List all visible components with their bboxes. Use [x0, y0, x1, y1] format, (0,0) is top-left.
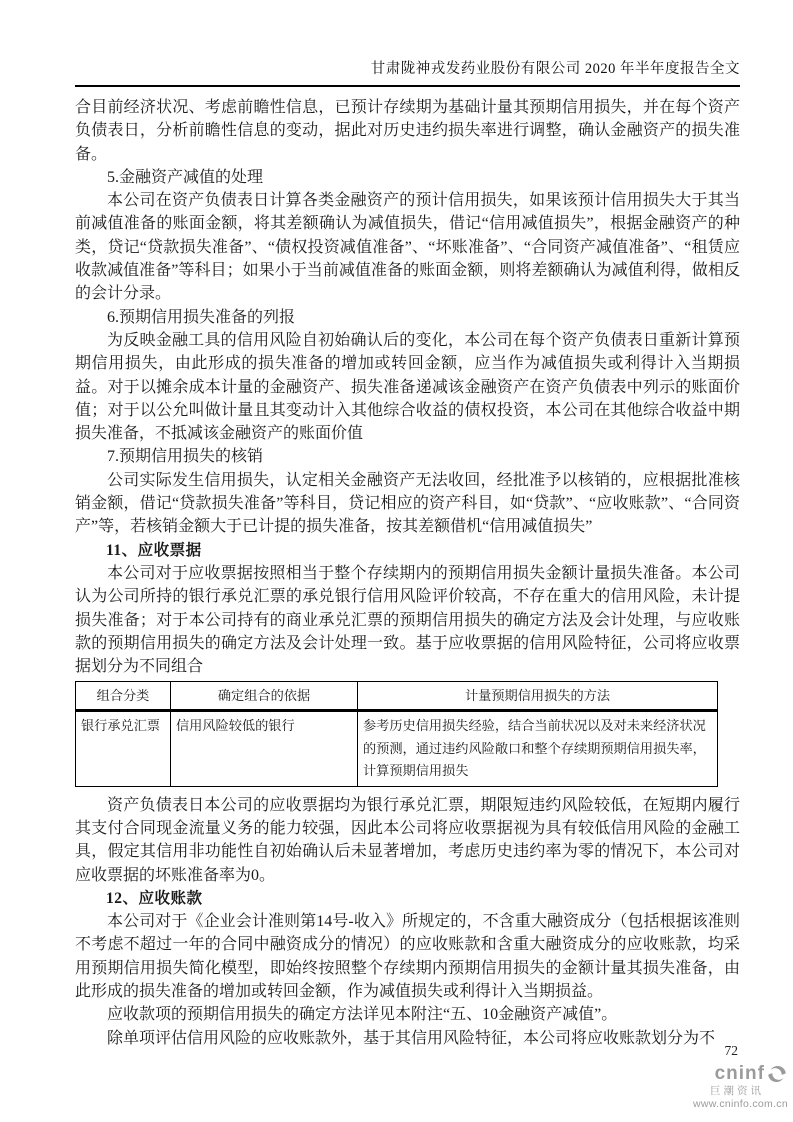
- ecl-combination-table: [75, 681, 718, 786]
- table-cell-basis: 信用风险较低的银行: [171, 711, 358, 786]
- table-header-row: [76, 682, 718, 711]
- paragraph-7: 公司实际发生信用损失，认定相关金融资产无法收回，经批准予以核销的，应根据批准核销金额，借记“贷款损失准备”等科目，贷记相应的资产科目，如“贷款”、“应收账款”、“合同资产”等，若核销金额大于已计提的损失准备，按其差额借机“信用减值损失”: [75, 471, 740, 536]
- document-body: [75, 96, 740, 1050]
- paragraph-12c: 除单项评估信用风险的应收账款外，基于其信用风险特征，本公司将应收账款划分为不: [107, 1029, 716, 1047]
- cninfo-logo: [693, 1063, 788, 1110]
- subheading-7: 7.预期信用损失的核销: [107, 448, 264, 466]
- subheading-5: 5.金融资产减值的处理: [107, 168, 264, 186]
- paragraph-6: 为反映金融工具的信用风险自初始确认后的变化，本公司在每个资产负债表日重新计算预期信用损失，由此形成的损失准备的增加或转回金额，应当作为减值损失或利得计入当期损益。对于以摊余成本计量的金融资产、损失准备递减该金融资产在资产负债表中列示的账面价值；对于以公允叫做计量且其变动计入其他综合收益的债权投资，本公司在其他综合收益中期损失准备，不抵减该金融资产的账面价值: [75, 331, 740, 443]
- cninfo-logo-subtitle: 巨潮资讯: [710, 1084, 764, 1097]
- cninfo-logo-wordmark: cninf: [714, 1063, 765, 1084]
- table-cell-method: 参考历史信用损失经验，结合当前状况以及对未来经济状况的预测，通过违约风险敞口和整个存续期预期信用损失率，计算预期信用损失: [358, 711, 718, 786]
- paragraph-continuation: 合目前经济状况、考虑前瞻性信息，已预计存续期为基础计量其预期信用损失，并在每个资产负债表日，分析前瞻性信息的变动，据此对历史违约损失率进行调整，确认金融资产的损失准备。: [75, 99, 740, 163]
- table-cell-combination-type: 银行承兑汇票: [76, 711, 171, 786]
- subheading-6: 6.预期信用损失准备的列报: [107, 308, 296, 326]
- paragraph-11: 本公司对于应收票据按照相当于整个存续期内的预期信用损失金额计量损失准备。本公司认为公司所持的银行承兑汇票的承兑银行信用风险评价较高，不存在重大的信用风险，未计提损失准备；对于本公司持有的商业承兑汇票的预期信用损失的确定方法及会计处理，与应收账款的预期信用损失的确定方法及会计处理一致。基于应收票据的信用风险特征，公司将应收票据划分为不同组合: [75, 564, 740, 676]
- paragraph-5: 本公司在资产负债表日计算各类金融资产的预计信用损失，如果该预计信用损失大于其当前减值准备的账面金额，将其差额确认为减值损失，借记“信用减值损失”，根据金融资产的种类，贷记“贷款损失准备”、“债权投资减值准备”、“坏账准备”、“合同资产减值准备”、“租赁应收款减值准备”等科目；如果小于当前减值准备的账面金额，则将差额确认为减值利得，做相反的会计分录。: [75, 192, 740, 303]
- table-row: [76, 711, 718, 786]
- cninfo-swirl-icon: [766, 1063, 788, 1085]
- document-title: 甘肃陇神戎发药业股份有限公司 2020 年半年度报告全文: [370, 61, 740, 77]
- table-header-method: 计量预期信用损失的方法: [358, 682, 718, 711]
- paragraph-12a: 本公司对于《企业会计准则第14号-收入》所规定的，不含重大融资成分（包括根据该准则不考虑不超过一年的合同中融资成分的情况）的应收账款和含重大融资成分的应收账款，均采用预期信用损失简化模型，即始终按照整个存续期内预期信用损失的金额计量其损失准备，由此形成的损失准备的增加或转回金额，作为减值损失或利得计入当期损益。: [75, 913, 740, 1001]
- paragraph-11b: 资产负债表日本公司的应收票据均为银行承兑汇票，期限短违约风险较低，在短期内履行其支付合同现金流量义务的能力较强，因此本公司将应收票据视为具有较低信用风险的金融工具，假定其信用非功能性自初始确认后未显著增加，考虑历史违约率为零的情况下，本公司对应收票据的坏账准备率为0。: [75, 796, 740, 884]
- table-header-combination-type: 组合分类: [76, 682, 171, 711]
- table-header-basis: 确定组合的依据: [171, 682, 358, 711]
- page-number: 72: [724, 1043, 738, 1058]
- cninfo-logo-row: [693, 1063, 788, 1085]
- section-heading-12: 12、应收账款: [106, 889, 203, 907]
- cninfo-logo-url: www.cninfo.com.cn: [693, 1097, 788, 1110]
- paragraph-12b: 应收款项的预期信用损失的确定方法详见本附注“五、10金融资产减值”。: [107, 1006, 618, 1024]
- section-heading-11: 11、应收票据: [106, 541, 202, 559]
- document-header: [75, 57, 740, 87]
